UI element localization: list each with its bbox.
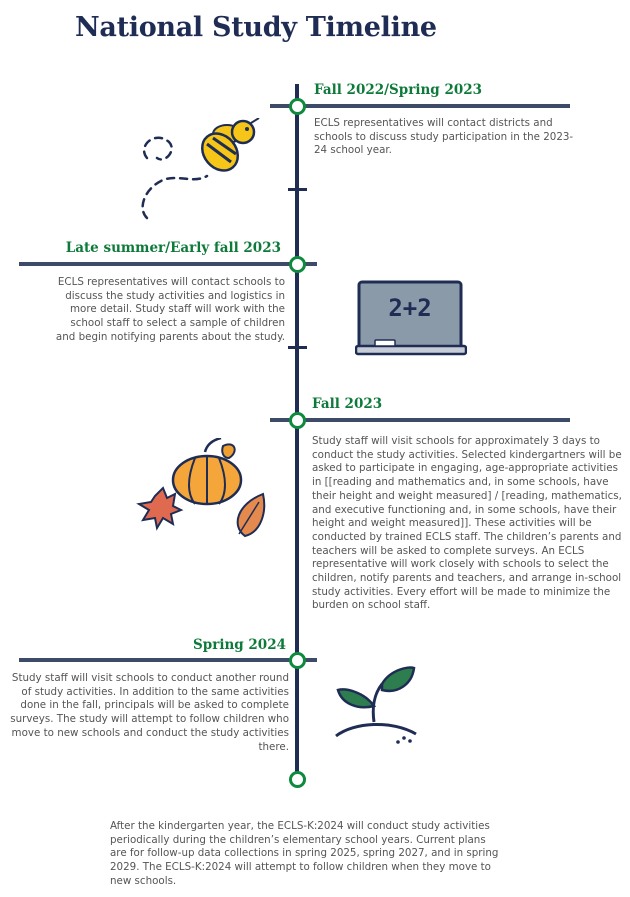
- pumpkin-icon: [135, 438, 275, 538]
- milestone-4-text: Study staff will visit schools to conduct another round of study activities. In addition to the same activities done in the fall, principals will be asked to complete surveys. The study will attempt to follow children who move to new schools and conduct the study activities there.: [10, 672, 289, 753]
- milestone-2-node: [289, 256, 306, 273]
- milestone-1-node: [289, 98, 306, 115]
- milestone-1-text: ECLS representatives will contact districts and schools to discuss study participation in the 2023-24 school year.: [314, 117, 574, 157]
- milestone-2-heading: Late summer/Early fall 2023: [65, 240, 281, 256]
- milestone-4-node: [289, 652, 306, 669]
- chalkboard-icon: [355, 280, 467, 358]
- page-title: National Study Timeline: [75, 12, 437, 43]
- milestone-3-text: Study staff will visit schools for approximately 3 days to conduct the study activities. Selected kindergartners will be asked to participate in engaging, age-appropriate activities in [[reading and mathematics and, in some schools, have their height and weight measured] / [reading, mathematics, and executive functioning and, in some schools, have their height and weight measured]]. These activities will be conducted by trained ECLS staff. The children’s parents and teachers will be asked to complete surveys. An ECLS representative will work closely with schools to select the children, notify parents and teachers, and arrange in-school study activities. Every effort will be made to minimize the burden on school staff.: [312, 435, 622, 612]
- timeline-tick: [288, 188, 307, 191]
- milestone-1-line: [270, 104, 570, 108]
- sprout-icon: [334, 664, 419, 746]
- milestone-4-line: [19, 658, 317, 662]
- milestone-2-text: ECLS representatives will contact schools to discuss the study activities and logistics in more detail. Study staff will work with the school staff to select a sample of children and begin notifying parents about the study.: [55, 276, 285, 343]
- bee-icon: [135, 118, 270, 233]
- milestone-3-line: [270, 418, 570, 422]
- chalkboard-text: 2+2: [388, 294, 432, 322]
- timeline-end-node: [289, 771, 306, 788]
- milestone-2-line: [19, 262, 317, 266]
- milestone-1-heading: Fall 2022/Spring 2023: [314, 82, 483, 98]
- footer-text: After the kindergarten year, the ECLS-K:2024 will conduct study activities periodically during the children’s elementary school years. Current plans are for follow-up data collections in spring 2025, spring 2027, and in spring 2029. The ECLS-K:2024 will attempt to follow children when they move to new schools.: [110, 820, 499, 887]
- milestone-3-heading: Fall 2023: [312, 396, 383, 412]
- milestone-3-node: [289, 412, 306, 429]
- milestone-4-heading: Spring 2024: [193, 637, 286, 653]
- timeline-tick: [288, 346, 307, 349]
